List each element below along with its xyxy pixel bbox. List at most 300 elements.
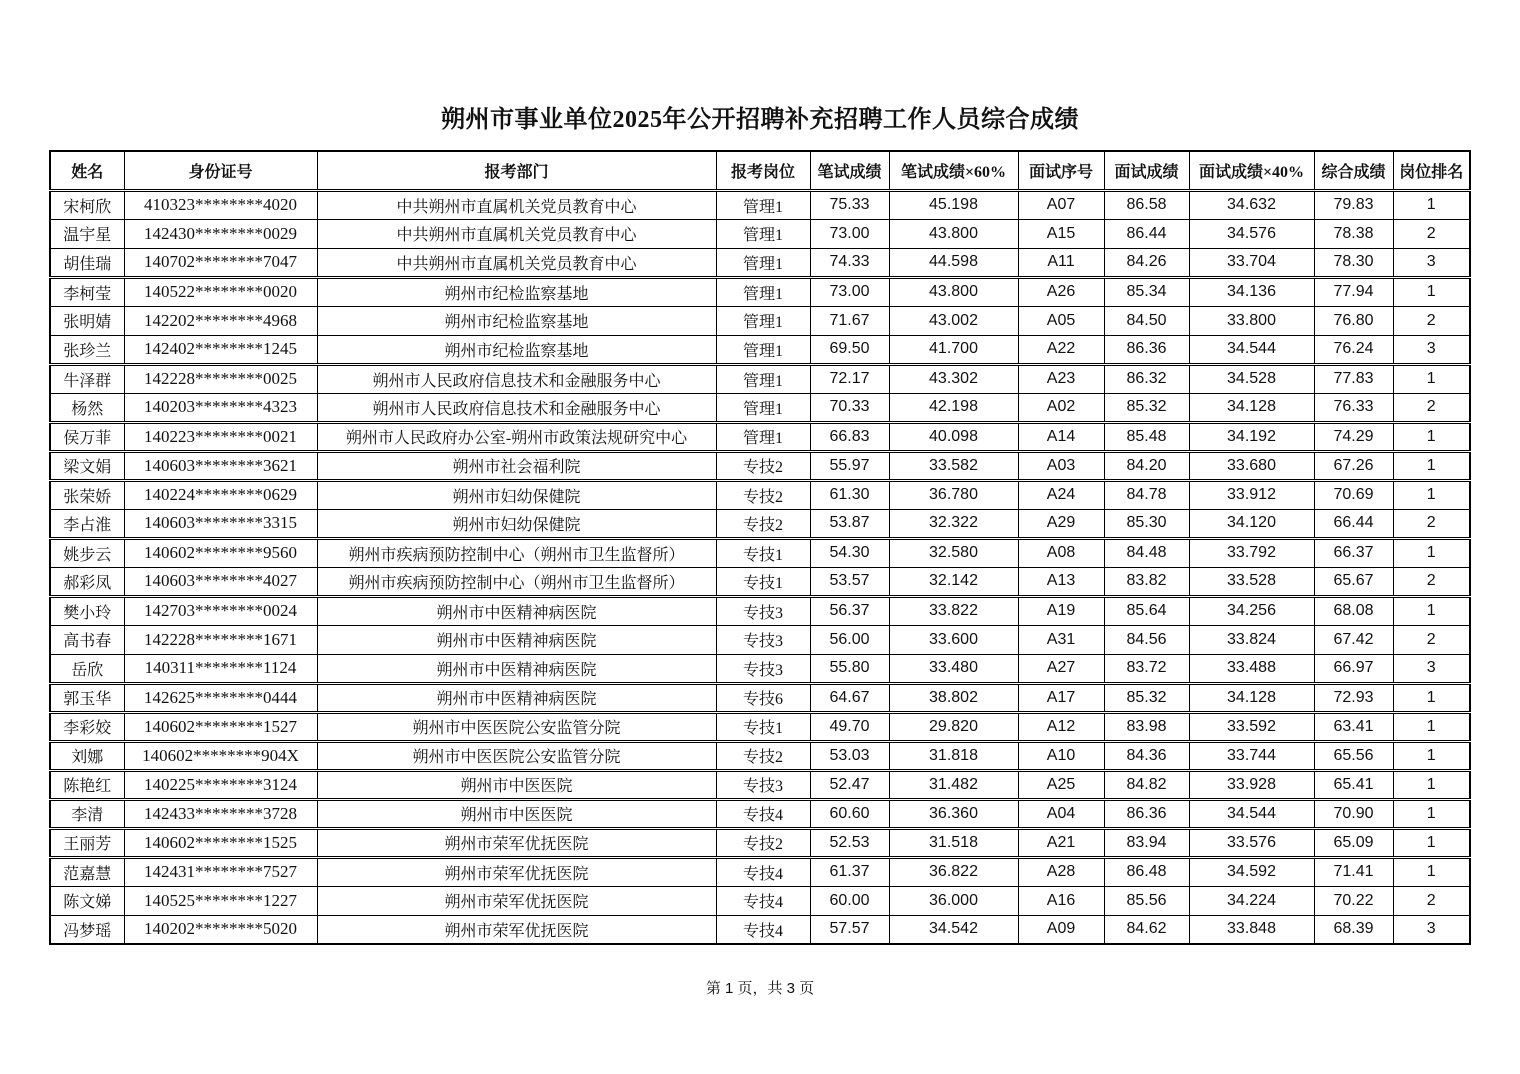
cell-total-score: 71.41 (1314, 857, 1393, 886)
table-row (50, 451, 1470, 480)
cell-name: 侯万菲 (50, 422, 124, 451)
cell-interview-score: 85.32 (1104, 393, 1189, 422)
cell-written-score: 61.30 (810, 480, 889, 509)
cell-interview-score-40pct: 33.488 (1189, 654, 1314, 683)
cell-id-number: 140602********1527 (124, 712, 317, 741)
cell-written-score-60pct: 32.322 (889, 509, 1018, 538)
header-interview-score: 面试成绩 (1104, 151, 1189, 190)
cell-rank: 2 (1393, 219, 1470, 248)
cell-position: 管理1 (716, 219, 810, 248)
cell-total-score: 76.24 (1314, 335, 1393, 364)
cell-written-score: 73.00 (810, 219, 889, 248)
table-row (50, 567, 1470, 596)
cell-department: 中共朔州市直属机关党员教育中心 (317, 219, 716, 248)
cell-department: 朔州市人民政府信息技术和金融服务中心 (317, 364, 716, 393)
cell-interview-score-40pct: 33.528 (1189, 567, 1314, 596)
cell-name: 王丽芳 (50, 828, 124, 857)
cell-rank: 1 (1393, 741, 1470, 770)
cell-total-score: 66.97 (1314, 654, 1393, 683)
cell-written-score-60pct: 43.302 (889, 364, 1018, 393)
cell-position: 管理1 (716, 422, 810, 451)
cell-rank: 3 (1393, 654, 1470, 683)
cell-interview-score: 85.64 (1104, 596, 1189, 625)
cell-written-score-60pct: 33.582 (889, 451, 1018, 480)
cell-interview-number: A21 (1018, 828, 1104, 857)
cell-department: 朔州市纪检监察基地 (317, 306, 716, 335)
cell-total-score: 70.69 (1314, 480, 1393, 509)
cell-interview-score: 83.94 (1104, 828, 1189, 857)
cell-interview-number: A24 (1018, 480, 1104, 509)
cell-rank: 2 (1393, 306, 1470, 335)
cell-interview-score: 84.62 (1104, 915, 1189, 944)
cell-interview-score-40pct: 33.704 (1189, 248, 1314, 277)
cell-written-score: 53.03 (810, 741, 889, 770)
cell-interview-number: A31 (1018, 625, 1104, 654)
cell-department: 朔州市荣军优抚医院 (317, 857, 716, 886)
cell-id-number: 140603********3621 (124, 451, 317, 480)
cell-total-score: 65.67 (1314, 567, 1393, 596)
cell-rank: 1 (1393, 451, 1470, 480)
cell-rank: 1 (1393, 480, 1470, 509)
cell-written-score: 52.47 (810, 770, 889, 799)
cell-total-score: 77.94 (1314, 277, 1393, 306)
cell-interview-score: 86.48 (1104, 857, 1189, 886)
table-row (50, 364, 1470, 393)
cell-interview-score: 86.58 (1104, 190, 1189, 219)
table-row (50, 219, 1470, 248)
cell-interview-score-40pct: 34.592 (1189, 857, 1314, 886)
table-row (50, 770, 1470, 799)
cell-interview-score: 84.26 (1104, 248, 1189, 277)
cell-department: 朔州市中医精神病医院 (317, 625, 716, 654)
cell-interview-number: A13 (1018, 567, 1104, 596)
cell-interview-score-40pct: 33.792 (1189, 538, 1314, 567)
cell-total-score: 74.29 (1314, 422, 1393, 451)
header-position: 报考岗位 (716, 151, 810, 190)
cell-department: 朔州市人民政府办公室-朔州市政策法规研究中心 (317, 422, 716, 451)
table-row (50, 422, 1470, 451)
cell-rank: 2 (1393, 393, 1470, 422)
cell-position: 专技4 (716, 886, 810, 915)
cell-written-score-60pct: 41.700 (889, 335, 1018, 364)
cell-interview-score: 83.82 (1104, 567, 1189, 596)
cell-interview-number: A07 (1018, 190, 1104, 219)
cell-department: 朔州市中医医院公安监管分院 (317, 712, 716, 741)
cell-id-number: 140225********3124 (124, 770, 317, 799)
cell-written-score-60pct: 33.600 (889, 625, 1018, 654)
cell-interview-score-40pct: 33.912 (1189, 480, 1314, 509)
cell-department: 朔州市社会福利院 (317, 451, 716, 480)
cell-total-score: 66.44 (1314, 509, 1393, 538)
header-total-score: 综合成绩 (1314, 151, 1393, 190)
cell-written-score-60pct: 36.780 (889, 480, 1018, 509)
cell-written-score-60pct: 32.142 (889, 567, 1018, 596)
cell-interview-number: A12 (1018, 712, 1104, 741)
cell-written-score-60pct: 36.360 (889, 799, 1018, 828)
cell-written-score-60pct: 33.480 (889, 654, 1018, 683)
cell-written-score-60pct: 31.518 (889, 828, 1018, 857)
cell-id-number: 410323********4020 (124, 190, 317, 219)
cell-written-score: 61.37 (810, 857, 889, 886)
cell-rank: 1 (1393, 770, 1470, 799)
cell-written-score: 55.80 (810, 654, 889, 683)
cell-department: 朔州市纪检监察基地 (317, 277, 716, 306)
cell-written-score-60pct: 36.822 (889, 857, 1018, 886)
cell-name: 陈艳红 (50, 770, 124, 799)
table-row (50, 335, 1470, 364)
cell-interview-score-40pct: 34.128 (1189, 683, 1314, 712)
cell-written-score: 56.37 (810, 596, 889, 625)
cell-rank: 1 (1393, 422, 1470, 451)
cell-written-score-60pct: 45.198 (889, 190, 1018, 219)
cell-interview-score-40pct: 34.528 (1189, 364, 1314, 393)
table-row (50, 248, 1470, 277)
cell-rank: 2 (1393, 509, 1470, 538)
cell-rank: 3 (1393, 915, 1470, 944)
cell-position: 管理1 (716, 335, 810, 364)
cell-rank: 3 (1393, 248, 1470, 277)
cell-interview-score: 84.56 (1104, 625, 1189, 654)
cell-department: 朔州市疾病预防控制中心（朔州市卫生监督所） (317, 538, 716, 567)
cell-position: 管理1 (716, 393, 810, 422)
cell-interview-number: A05 (1018, 306, 1104, 335)
page-title: 朔州市事业单位2025年公开招聘补充招聘工作人员综合成绩 (441, 107, 1079, 133)
cell-name: 张荣娇 (50, 480, 124, 509)
cell-department: 朔州市人民政府信息技术和金融服务中心 (317, 393, 716, 422)
cell-department: 朔州市荣军优抚医院 (317, 886, 716, 915)
cell-interview-score: 86.36 (1104, 335, 1189, 364)
cell-interview-score: 86.44 (1104, 219, 1189, 248)
cell-written-score-60pct: 42.198 (889, 393, 1018, 422)
cell-written-score: 72.17 (810, 364, 889, 393)
cell-total-score: 78.38 (1314, 219, 1393, 248)
cell-interview-score-40pct: 34.224 (1189, 886, 1314, 915)
cell-position: 专技2 (716, 741, 810, 770)
cell-department: 朔州市中医精神病医院 (317, 683, 716, 712)
cell-total-score: 76.80 (1314, 306, 1393, 335)
cell-id-number: 140203********4323 (124, 393, 317, 422)
cell-name: 张明婧 (50, 306, 124, 335)
cell-name: 梁文娟 (50, 451, 124, 480)
cell-id-number: 140223********0021 (124, 422, 317, 451)
cell-rank: 2 (1393, 625, 1470, 654)
cell-id-number: 140202********5020 (124, 915, 317, 944)
cell-written-score: 55.97 (810, 451, 889, 480)
cell-name: 陈文娣 (50, 886, 124, 915)
cell-interview-score-40pct: 33.592 (1189, 712, 1314, 741)
cell-total-score: 76.33 (1314, 393, 1393, 422)
cell-written-score: 69.50 (810, 335, 889, 364)
cell-interview-score: 86.32 (1104, 364, 1189, 393)
cell-name: 郭玉华 (50, 683, 124, 712)
cell-interview-score-40pct: 34.128 (1189, 393, 1314, 422)
cell-written-score: 73.00 (810, 277, 889, 306)
cell-interview-score: 84.82 (1104, 770, 1189, 799)
cell-interview-score-40pct: 33.848 (1189, 915, 1314, 944)
table-row (50, 654, 1470, 683)
header-name: 姓名 (50, 151, 124, 190)
table-row (50, 799, 1470, 828)
cell-id-number: 140602********904X (124, 741, 317, 770)
table-row (50, 683, 1470, 712)
cell-name: 温宇星 (50, 219, 124, 248)
cell-position: 专技2 (716, 828, 810, 857)
cell-written-score: 56.00 (810, 625, 889, 654)
cell-interview-number: A09 (1018, 915, 1104, 944)
cell-department: 朔州市妇幼保健院 (317, 480, 716, 509)
cell-interview-number: A04 (1018, 799, 1104, 828)
cell-name: 冯梦瑶 (50, 915, 124, 944)
cell-department: 朔州市疾病预防控制中心（朔州市卫生监督所） (317, 567, 716, 596)
cell-interview-score-40pct: 34.136 (1189, 277, 1314, 306)
cell-department: 朔州市中医医院 (317, 770, 716, 799)
cell-total-score: 67.42 (1314, 625, 1393, 654)
cell-rank: 1 (1393, 364, 1470, 393)
cell-department: 朔州市中医精神病医院 (317, 654, 716, 683)
cell-interview-number: A27 (1018, 654, 1104, 683)
cell-written-score-60pct: 31.482 (889, 770, 1018, 799)
cell-total-score: 79.83 (1314, 190, 1393, 219)
cell-position: 专技3 (716, 596, 810, 625)
cell-written-score: 54.30 (810, 538, 889, 567)
cell-interview-score-40pct: 33.800 (1189, 306, 1314, 335)
cell-position: 专技4 (716, 915, 810, 944)
cell-interview-score-40pct: 33.744 (1189, 741, 1314, 770)
cell-interview-number: A14 (1018, 422, 1104, 451)
cell-id-number: 142202********4968 (124, 306, 317, 335)
cell-rank: 1 (1393, 857, 1470, 886)
cell-interview-score: 86.36 (1104, 799, 1189, 828)
cell-name: 李占淮 (50, 509, 124, 538)
cell-id-number: 142430********0029 (124, 219, 317, 248)
cell-interview-score: 83.72 (1104, 654, 1189, 683)
cell-written-score-60pct: 33.822 (889, 596, 1018, 625)
cell-id-number: 140602********1525 (124, 828, 317, 857)
table-row (50, 480, 1470, 509)
cell-interview-number: A29 (1018, 509, 1104, 538)
cell-id-number: 142228********0025 (124, 364, 317, 393)
cell-position: 专技2 (716, 480, 810, 509)
cell-total-score: 65.09 (1314, 828, 1393, 857)
cell-position: 专技4 (716, 799, 810, 828)
cell-position: 管理1 (716, 248, 810, 277)
cell-interview-number: A26 (1018, 277, 1104, 306)
cell-department: 朔州市中医医院公安监管分院 (317, 741, 716, 770)
cell-name: 杨然 (50, 393, 124, 422)
cell-interview-score: 84.20 (1104, 451, 1189, 480)
cell-position: 专技1 (716, 712, 810, 741)
cell-written-score: 57.57 (810, 915, 889, 944)
cell-rank: 1 (1393, 828, 1470, 857)
cell-department: 中共朔州市直属机关党员教育中心 (317, 190, 716, 219)
cell-position: 专技3 (716, 770, 810, 799)
cell-interview-score-40pct: 34.576 (1189, 219, 1314, 248)
cell-interview-number: A22 (1018, 335, 1104, 364)
cell-written-score: 49.70 (810, 712, 889, 741)
table-row (50, 712, 1470, 741)
header-id-number: 身份证号 (124, 151, 317, 190)
results-table (49, 150, 1471, 945)
cell-rank: 1 (1393, 683, 1470, 712)
cell-rank: 1 (1393, 799, 1470, 828)
table-row (50, 828, 1470, 857)
cell-department: 朔州市纪检监察基地 (317, 335, 716, 364)
cell-id-number: 140525********1227 (124, 886, 317, 915)
cell-written-score-60pct: 44.598 (889, 248, 1018, 277)
cell-id-number: 140522********0020 (124, 277, 317, 306)
cell-interview-score-40pct: 34.544 (1189, 335, 1314, 364)
cell-interview-number: A08 (1018, 538, 1104, 567)
cell-interview-number: A02 (1018, 393, 1104, 422)
cell-department: 朔州市中医医院 (317, 799, 716, 828)
cell-name: 胡佳瑞 (50, 248, 124, 277)
cell-total-score: 66.37 (1314, 538, 1393, 567)
cell-total-score: 77.83 (1314, 364, 1393, 393)
cell-id-number: 140603********3315 (124, 509, 317, 538)
cell-interview-score: 84.36 (1104, 741, 1189, 770)
table-row (50, 306, 1470, 335)
cell-department: 朔州市荣军优抚医院 (317, 915, 716, 944)
cell-written-score: 53.57 (810, 567, 889, 596)
cell-total-score: 65.41 (1314, 770, 1393, 799)
cell-name: 樊小玲 (50, 596, 124, 625)
cell-interview-score: 85.48 (1104, 422, 1189, 451)
table-row (50, 277, 1470, 306)
cell-written-score: 52.53 (810, 828, 889, 857)
header-interview-number: 面试序号 (1018, 151, 1104, 190)
cell-written-score-60pct: 34.542 (889, 915, 1018, 944)
cell-written-score: 74.33 (810, 248, 889, 277)
table-row (50, 741, 1470, 770)
cell-id-number: 140603********4027 (124, 567, 317, 596)
cell-interview-score-40pct: 34.544 (1189, 799, 1314, 828)
cell-rank: 1 (1393, 277, 1470, 306)
table-row (50, 538, 1470, 567)
cell-name: 宋柯欣 (50, 190, 124, 219)
cell-name: 李柯莹 (50, 277, 124, 306)
cell-written-score: 60.00 (810, 886, 889, 915)
cell-name: 刘娜 (50, 741, 124, 770)
cell-id-number: 142625********0444 (124, 683, 317, 712)
cell-name: 范嘉慧 (50, 857, 124, 886)
cell-interview-number: A25 (1018, 770, 1104, 799)
cell-position: 专技3 (716, 654, 810, 683)
cell-position: 管理1 (716, 306, 810, 335)
cell-interview-number: A17 (1018, 683, 1104, 712)
cell-name: 岳欣 (50, 654, 124, 683)
table-body (50, 190, 1470, 944)
cell-name: 牛泽群 (50, 364, 124, 393)
cell-rank: 2 (1393, 567, 1470, 596)
table-row (50, 509, 1470, 538)
cell-total-score: 68.39 (1314, 915, 1393, 944)
cell-id-number: 142433********3728 (124, 799, 317, 828)
cell-rank: 1 (1393, 596, 1470, 625)
cell-total-score: 70.22 (1314, 886, 1393, 915)
cell-name: 李清 (50, 799, 124, 828)
cell-name: 张珍兰 (50, 335, 124, 364)
cell-total-score: 67.26 (1314, 451, 1393, 480)
table-row (50, 857, 1470, 886)
cell-interview-number: A11 (1018, 248, 1104, 277)
cell-written-score-60pct: 36.000 (889, 886, 1018, 915)
cell-interview-score: 85.30 (1104, 509, 1189, 538)
cell-interview-score-40pct: 33.928 (1189, 770, 1314, 799)
cell-id-number: 142431********7527 (124, 857, 317, 886)
cell-written-score-60pct: 29.820 (889, 712, 1018, 741)
cell-written-score-60pct: 43.800 (889, 219, 1018, 248)
cell-written-score: 71.67 (810, 306, 889, 335)
table-row (50, 886, 1470, 915)
cell-department: 朔州市荣军优抚医院 (317, 828, 716, 857)
cell-interview-score-40pct: 33.680 (1189, 451, 1314, 480)
cell-position: 管理1 (716, 364, 810, 393)
cell-name: 李彩姣 (50, 712, 124, 741)
cell-rank: 3 (1393, 335, 1470, 364)
cell-department: 朔州市中医精神病医院 (317, 596, 716, 625)
cell-written-score-60pct: 43.800 (889, 277, 1018, 306)
cell-written-score: 64.67 (810, 683, 889, 712)
cell-written-score-60pct: 40.098 (889, 422, 1018, 451)
cell-interview-score: 84.48 (1104, 538, 1189, 567)
cell-rank: 1 (1393, 712, 1470, 741)
cell-department: 朔州市妇幼保健院 (317, 509, 716, 538)
cell-total-score: 70.90 (1314, 799, 1393, 828)
cell-interview-score-40pct: 34.256 (1189, 596, 1314, 625)
cell-interview-score-40pct: 33.576 (1189, 828, 1314, 857)
cell-interview-score-40pct: 33.824 (1189, 625, 1314, 654)
cell-interview-score: 85.32 (1104, 683, 1189, 712)
cell-written-score: 70.33 (810, 393, 889, 422)
table-row (50, 190, 1470, 219)
header-department: 报考部门 (317, 151, 716, 190)
cell-position: 专技4 (716, 857, 810, 886)
cell-interview-number: A23 (1018, 364, 1104, 393)
cell-position: 管理1 (716, 277, 810, 306)
cell-total-score: 68.08 (1314, 596, 1393, 625)
cell-id-number: 140311********1124 (124, 654, 317, 683)
cell-rank: 1 (1393, 190, 1470, 219)
cell-position: 专技2 (716, 509, 810, 538)
page-number-footer: 第 1 页，共 3 页 (705, 980, 815, 997)
cell-position: 专技1 (716, 567, 810, 596)
cell-written-score-60pct: 31.818 (889, 741, 1018, 770)
table-row (50, 625, 1470, 654)
cell-total-score: 65.56 (1314, 741, 1393, 770)
cell-written-score-60pct: 43.002 (889, 306, 1018, 335)
cell-interview-score-40pct: 34.120 (1189, 509, 1314, 538)
cell-interview-score-40pct: 34.632 (1189, 190, 1314, 219)
cell-rank: 2 (1393, 886, 1470, 915)
cell-interview-number: A15 (1018, 219, 1104, 248)
cell-id-number: 142228********1671 (124, 625, 317, 654)
cell-interview-number: A10 (1018, 741, 1104, 770)
cell-position: 专技3 (716, 625, 810, 654)
cell-written-score: 75.33 (810, 190, 889, 219)
cell-position: 管理1 (716, 190, 810, 219)
cell-interview-score: 84.78 (1104, 480, 1189, 509)
cell-id-number: 140702********7047 (124, 248, 317, 277)
cell-name: 高书春 (50, 625, 124, 654)
cell-written-score-60pct: 38.802 (889, 683, 1018, 712)
header-written-score-60pct: 笔试成绩×60% (889, 151, 1018, 190)
cell-rank: 1 (1393, 538, 1470, 567)
cell-interview-score: 85.34 (1104, 277, 1189, 306)
cell-interview-score: 83.98 (1104, 712, 1189, 741)
header-written-score: 笔试成绩 (810, 151, 889, 190)
cell-written-score: 66.83 (810, 422, 889, 451)
cell-id-number: 142703********0024 (124, 596, 317, 625)
